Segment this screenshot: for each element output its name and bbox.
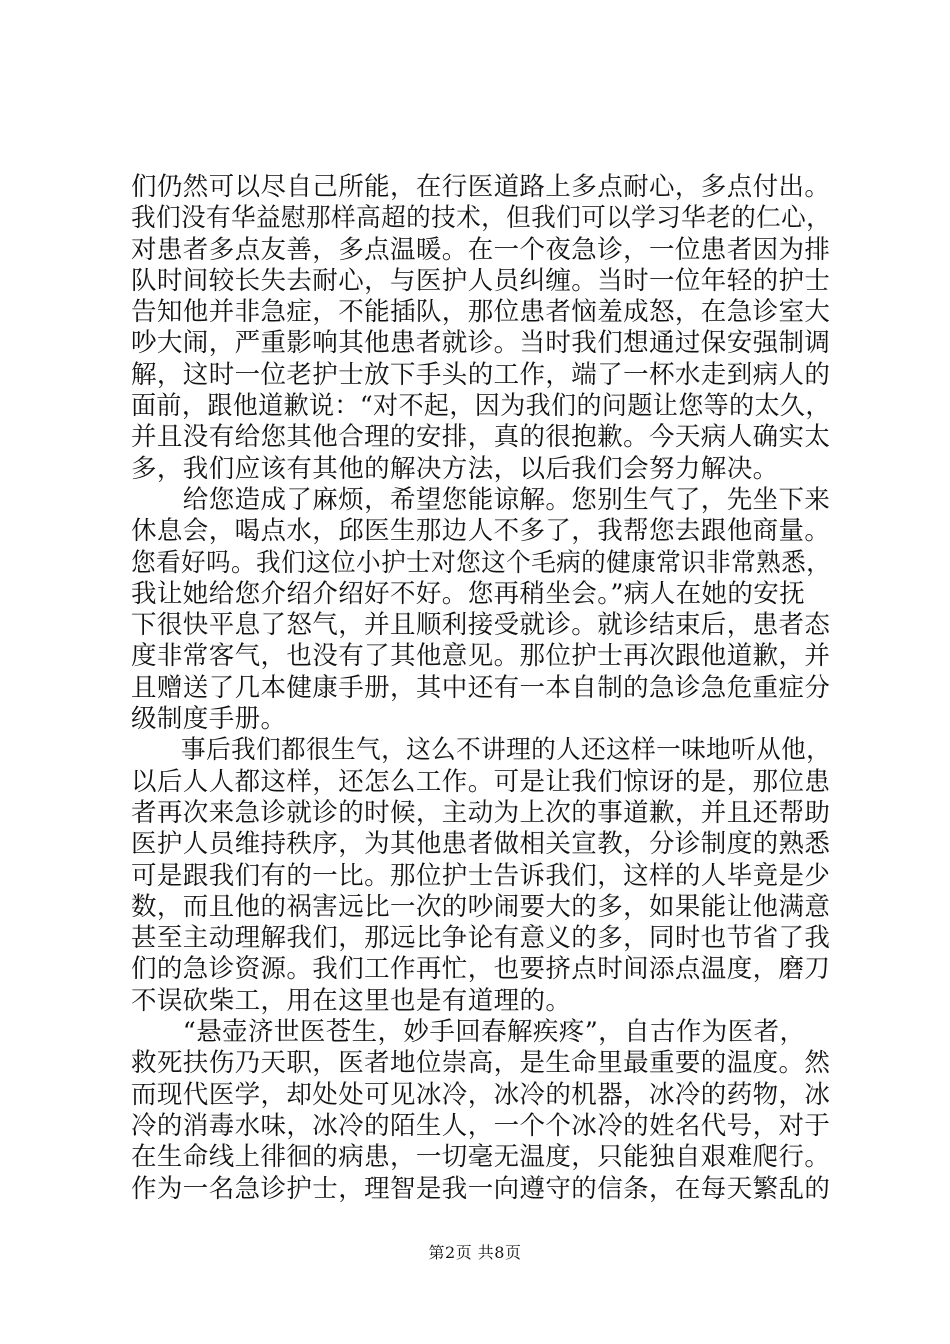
body-text <box>131 172 831 1205</box>
text-line: 冷的消毒水味，冰冷的陌生人，一个个冰冷的姓名代号，对于 <box>131 1110 831 1141</box>
text-line: 对患者多点友善，多点温暖。在一个夜急诊，一位患者因为排 <box>131 234 831 265</box>
text-line: 可是跟我们有的一比。那位护士告诉我们，这样的人毕竟是少 <box>131 860 831 891</box>
text-line: 下很快平息了怒气，并且顺利接受就诊。就诊结束后，患者态 <box>131 610 831 641</box>
text-line: 休息会，喝点水，邱医生那边人不多了，我帮您去跟他商量。 <box>131 516 831 547</box>
text-line: 我让她给您介绍介绍好不好。您再稍坐会。”病人在她的安抚 <box>131 578 806 609</box>
text-line: 多，我们应该有其他的解决方法，以后我们会努力解决。 <box>131 453 779 484</box>
text-line: 甚至主动理解我们，那远比争论有意义的多，同时也节省了我 <box>131 923 831 954</box>
text-line: 度非常客气，也没有了其他意见。那位护士再次跟他道歉，并 <box>131 641 831 672</box>
text-line: 医护人员维持秩序，为其他患者做相关宣教，分诊制度的熟悉 <box>131 829 831 860</box>
text-line: 以后人人都这样，还怎么工作。可是让我们惊讶的是，那位患 <box>131 766 831 797</box>
text-line: 给您造成了麻烦，希望您能谅解。您别生气了，先坐下来 <box>131 484 831 515</box>
text-line: 告知他并非急症，不能插队，那位患者恼羞成怒，在急诊室大 <box>131 297 831 328</box>
text-line: 吵大闹，严重影响其他患者就诊。当时我们想通过保安强制调 <box>131 328 831 359</box>
text-line: 面前，跟他道歉说：“对不起，因为我们的问题让您等的太久， <box>131 391 831 422</box>
text-line: 者再次来急诊就诊的时候，主动为上次的事道歉，并且还帮助 <box>131 797 831 828</box>
text-line: 事后我们都很生气，这么不讲理的人还这样一味地听从他， <box>131 735 832 766</box>
text-line: 不误砍柴工，用在这里也是有道理的。 <box>131 985 572 1016</box>
text-line: 在生命线上徘徊的病患，一切毫无温度，只能独自艰难爬行。 <box>131 1142 831 1173</box>
text-line: 队时间较长失去耐心，与医护人员纠缠。当时一位年轻的护士 <box>131 265 831 296</box>
text-line: 级制度手册。 <box>131 704 287 735</box>
text-line: 而现代医学，却处处可见冰冷，冰冷的机器，冰冷的药物，冰 <box>131 1079 831 1110</box>
text-line: 救死扶伤乃天职，医者地位崇高，是生命里最重要的温度。然 <box>131 1048 831 1079</box>
page-number-footer: 第2页 共8页 <box>428 1243 522 1262</box>
text-line: 作为一名急诊护士，理智是我一向遵守的信条，在每天繁乱的 <box>131 1173 831 1204</box>
text-line: 们的急诊资源。我们工作再忙，也要挤点时间添点温度，磨刀 <box>131 954 831 985</box>
text-line: 们仍然可以尽自己所能，在行医道路上多点耐心，多点付出。 <box>131 172 831 202</box>
text-line: 您看好吗。我们这位小护士对您这个毛病的健康常识非常熟悉， <box>131 547 832 578</box>
text-line: “悬壶济世医苍生，妙手回春解疾疼”，自古作为医者， <box>131 1017 806 1048</box>
text-line: 并且没有给您其他合理的安排，真的很抱歉。今天病人确实太 <box>131 422 831 453</box>
text-line: 解，这时一位老护士放下手头的工作，端了一杯水走到病人的 <box>131 359 831 390</box>
text-line: 我们没有华益慰那样高超的技术，但我们可以学习华老的仁心， <box>131 203 832 234</box>
text-line: 且赠送了几本健康手册，其中还有一本自制的急诊急危重症分 <box>131 672 831 703</box>
text-line: 数，而且他的祸害远比一次的吵闹要大的多，如果能让他满意 <box>131 891 831 922</box>
